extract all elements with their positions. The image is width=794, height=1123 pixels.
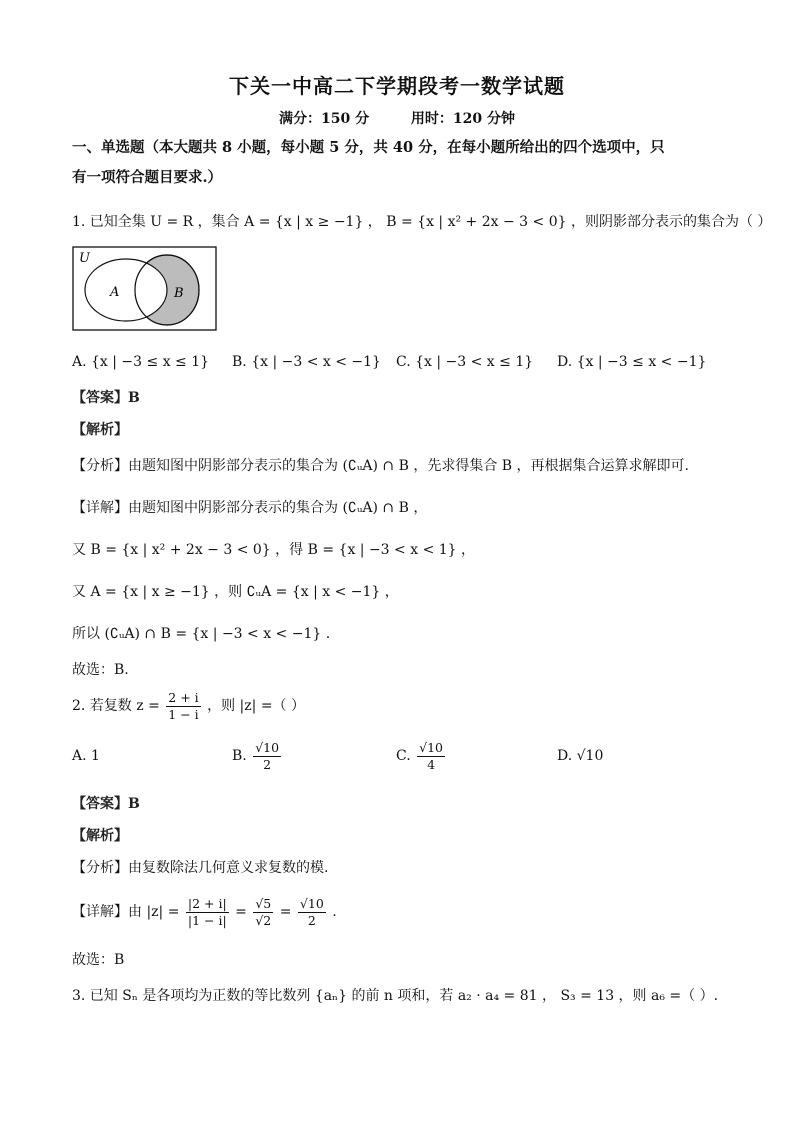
q2-fraction-den: 1 − i bbox=[168, 706, 199, 722]
section-heading-line1: 一、单选题（本大题共 8 小题，每小题 5 分，共 40 分，在每小题所给出的四个选项中，只 bbox=[72, 139, 665, 156]
q2-frac3-den: 2 bbox=[307, 912, 316, 928]
venn-label-u: U bbox=[79, 251, 90, 266]
q2-choose: 故选：B bbox=[72, 952, 125, 968]
q2-option-c-den: 4 bbox=[427, 756, 436, 772]
venn-label-b: B bbox=[174, 286, 184, 301]
q1-option-b: B. {x | −3 < x < −1} bbox=[232, 354, 381, 370]
q2-fraction bbox=[166, 690, 200, 723]
q1-option-c: C. {x | −3 < x ≤ 1} bbox=[396, 354, 534, 370]
q2-xiangjie-frac2 bbox=[253, 896, 273, 929]
q2-analysis-label: 【解析】 bbox=[72, 828, 128, 844]
q2-stem bbox=[72, 688, 305, 724]
q1-choose: 故选：B. bbox=[72, 662, 129, 678]
q2-fraction-num: 2 + i bbox=[168, 689, 199, 705]
q2-option-c bbox=[396, 736, 447, 776]
q1-option-a: A. {x | −3 ≤ x ≤ 1} bbox=[72, 354, 210, 370]
q2-option-c-frac bbox=[417, 740, 445, 773]
q1-fenxi: 【分析】由题知图中阴影部分表示的集合为 (∁ᵤA) ∩ B ，先求得集合 B ，再根据集合运算求解即可. bbox=[72, 458, 689, 474]
q2-frac2-den: √2 bbox=[255, 912, 272, 928]
q2-xiangjie: 【详解】由 |z| = $\frac{|2 + i|}{|1 - i|}$ = $\frac{√5}{√2}$ = $\frac{√10}{2}$ . bbox=[72, 895, 337, 928]
q2-stem-pre: 2. 若复数 z = bbox=[72, 698, 160, 714]
q1-step2: 又 A = {x | x ≥ −1} ，则 ∁ᵤA = {x | x < −1} ， bbox=[72, 584, 399, 600]
q2-stem-post: ，则 |z| =（ ） bbox=[207, 698, 305, 714]
q1-stem: 1. 已知全集 U = R ，集合 A = {x | x ≥ −1} ， B = {x | x² + 2x − 3 < 0} ，则阴影部分表示的集合为（ ） bbox=[72, 214, 772, 230]
q1-xiangjie: 【详解】由题知图中阴影部分表示的集合为 (∁ᵤA) ∩ B ， bbox=[72, 500, 428, 516]
q3-stem: 3. 已知 Sₙ 是各项均为正数的等比数列 {aₙ} 的前 n 项和，若 a₂ · a₄ = 81 ， S₃ = 13 ，则 a₆ =（ ）. bbox=[72, 988, 719, 1004]
q2-option-d: D. √10 bbox=[557, 748, 604, 764]
q2-frac2-num: √5 bbox=[255, 895, 272, 911]
q1-answer: 【答案】B bbox=[72, 390, 140, 406]
q1-step3: 所以 (∁ᵤA) ∩ B = {x | −3 < x < −1} . bbox=[72, 626, 331, 642]
venn-diagram bbox=[72, 246, 218, 332]
q2-option-b-num: √10 bbox=[255, 739, 280, 755]
q2-xiangjie-frac1 bbox=[186, 896, 229, 929]
q2-option-b-frac bbox=[253, 740, 281, 773]
q2-xiangjie-frac3 bbox=[298, 896, 326, 929]
q2-option-b-label: B. bbox=[232, 748, 247, 764]
q1-analysis-label: 【解析】 bbox=[72, 422, 128, 438]
q2-frac3-num: √10 bbox=[299, 895, 324, 911]
venn-label-a: A bbox=[110, 285, 120, 300]
q2-option-c-num: √10 bbox=[419, 739, 443, 755]
section-heading-line2: 有一项符合题目要求.） bbox=[72, 169, 223, 186]
q2-frac1-den: |1 − i| bbox=[187, 912, 227, 928]
page-title: 下关一中高二下学期段考一数学试题 bbox=[229, 74, 565, 98]
q2-answer: 【答案】B bbox=[72, 796, 140, 812]
time-limit: 用时：120 分钟 bbox=[410, 111, 515, 127]
q2-fenxi: 【分析】由复数除法几何意义求复数的模. bbox=[72, 860, 329, 876]
q2-option-b-den: 2 bbox=[263, 756, 272, 772]
full-score: 满分：150 分 bbox=[279, 111, 370, 127]
q2-frac1-num: |2 + i| bbox=[187, 895, 227, 911]
exam-subtitle bbox=[0, 108, 794, 128]
q2-option-b bbox=[232, 736, 283, 776]
q2-xiangjie-pre: 【详解】由 |z| = bbox=[72, 904, 180, 920]
q2-option-c-label: C. bbox=[396, 748, 411, 764]
q2-option-a: A. 1 bbox=[72, 748, 100, 764]
q1-option-d: D. {x | −3 ≤ x < −1} bbox=[557, 354, 707, 370]
q1-step1: 又 B = {x | x² + 2x − 3 < 0} ，得 B = {x | −3 < x < 1} ， bbox=[72, 542, 476, 558]
